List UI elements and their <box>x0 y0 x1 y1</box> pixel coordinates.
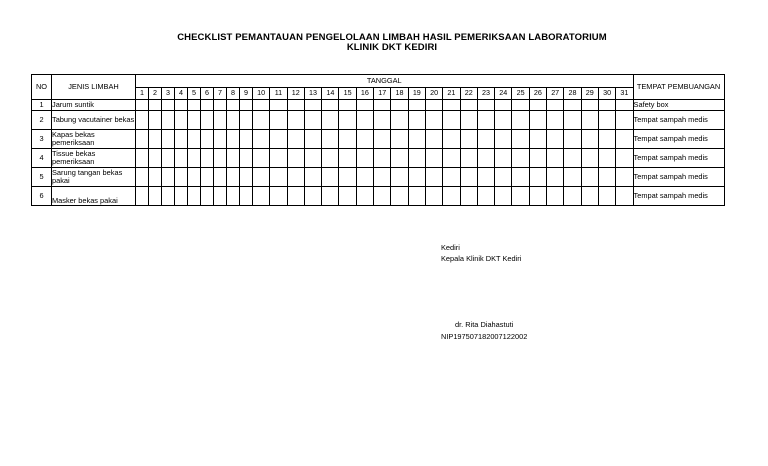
check-cell[interactable] <box>304 168 321 187</box>
check-cell[interactable] <box>304 149 321 168</box>
check-cell[interactable] <box>240 168 253 187</box>
check-cell[interactable] <box>443 111 460 130</box>
day-header: 15 <box>339 88 356 100</box>
check-cell[interactable] <box>253 187 270 206</box>
table-row <box>32 111 725 130</box>
check-cell[interactable] <box>529 111 546 130</box>
header-tempat-pembuangan: TEMPAT PEMBUANGAN <box>633 75 724 100</box>
table-row <box>32 187 725 206</box>
check-cell[interactable] <box>547 168 564 187</box>
check-cell[interactable] <box>339 100 356 111</box>
check-cell[interactable] <box>149 168 162 187</box>
check-cell[interactable] <box>149 149 162 168</box>
disposal-place: Tempat sampah medis <box>633 168 724 187</box>
day-header: 27 <box>547 88 564 100</box>
check-cell[interactable] <box>477 168 494 187</box>
check-cell[interactable] <box>356 168 373 187</box>
check-cell[interactable] <box>581 149 598 168</box>
check-cell[interactable] <box>547 130 564 149</box>
day-header: 2 <box>149 88 162 100</box>
check-cell[interactable] <box>356 149 373 168</box>
day-header: 11 <box>270 88 287 100</box>
check-cell[interactable] <box>339 168 356 187</box>
check-cell[interactable] <box>201 149 214 168</box>
check-cell[interactable] <box>547 187 564 206</box>
check-cell[interactable] <box>616 100 633 111</box>
check-cell[interactable] <box>460 187 477 206</box>
check-cell[interactable] <box>495 100 512 111</box>
row-number: 3 <box>32 130 52 149</box>
check-cell[interactable] <box>495 130 512 149</box>
waste-type: Sarung tangan bekas pakai <box>52 168 136 187</box>
signature-city: Kediri <box>441 243 460 252</box>
check-cell[interactable] <box>460 130 477 149</box>
check-cell[interactable] <box>495 149 512 168</box>
check-cell[interactable] <box>304 130 321 149</box>
day-header: 12 <box>287 88 304 100</box>
check-cell[interactable] <box>227 100 240 111</box>
check-cell[interactable] <box>460 111 477 130</box>
check-cell[interactable] <box>598 187 615 206</box>
table-row <box>32 168 725 187</box>
check-cell[interactable] <box>162 187 175 206</box>
disposal-place: Tempat sampah medis <box>633 149 724 168</box>
check-cell[interactable] <box>598 168 615 187</box>
check-cell[interactable] <box>339 130 356 149</box>
check-cell[interactable] <box>270 187 287 206</box>
check-cell[interactable] <box>253 149 270 168</box>
check-cell[interactable] <box>149 100 162 111</box>
check-cell[interactable] <box>391 168 408 187</box>
check-cell[interactable] <box>304 187 321 206</box>
check-cell[interactable] <box>188 187 201 206</box>
waste-type: Masker bekas pakai <box>52 187 136 206</box>
check-cell[interactable] <box>529 149 546 168</box>
check-cell[interactable] <box>391 149 408 168</box>
check-cell[interactable] <box>581 168 598 187</box>
check-cell[interactable] <box>581 130 598 149</box>
check-cell[interactable] <box>175 168 188 187</box>
check-cell[interactable] <box>529 187 546 206</box>
table-row <box>32 100 725 111</box>
check-cell[interactable] <box>188 168 201 187</box>
check-cell[interactable] <box>512 100 529 111</box>
day-header: 26 <box>529 88 546 100</box>
check-cell[interactable] <box>425 100 442 111</box>
day-header: 5 <box>188 88 201 100</box>
check-cell[interactable] <box>253 100 270 111</box>
check-cell[interactable] <box>460 100 477 111</box>
day-header: 23 <box>477 88 494 100</box>
check-cell[interactable] <box>227 187 240 206</box>
check-cell[interactable] <box>201 100 214 111</box>
check-cell[interactable] <box>162 111 175 130</box>
signature-position: Kepala Klinik DKT Kediri <box>441 254 522 263</box>
check-cell[interactable] <box>616 130 633 149</box>
check-cell[interactable] <box>240 111 253 130</box>
check-cell[interactable] <box>188 130 201 149</box>
check-cell[interactable] <box>136 187 149 206</box>
check-cell[interactable] <box>356 111 373 130</box>
row-number: 5 <box>32 168 52 187</box>
waste-type: Tabung vacutainer bekas <box>52 111 136 130</box>
day-header: 3 <box>162 88 175 100</box>
day-header: 8 <box>227 88 240 100</box>
check-cell[interactable] <box>287 111 304 130</box>
check-cell[interactable] <box>598 149 615 168</box>
check-cell[interactable] <box>214 168 227 187</box>
document-title: CHECKLIST PEMANTAUAN PENGELOLAAN LIMBAH HASIL PEMERIKSAAN LABORATORIUM <box>177 32 607 43</box>
check-cell[interactable] <box>374 187 391 206</box>
check-cell[interactable] <box>443 100 460 111</box>
header-jenis-limbah: JENIS LIMBAH <box>52 75 136 100</box>
check-cell[interactable] <box>322 130 339 149</box>
signature-name: dr. Rita Diahastuti <box>455 320 514 329</box>
check-cell[interactable] <box>162 168 175 187</box>
check-cell[interactable] <box>564 100 581 111</box>
check-cell[interactable] <box>529 130 546 149</box>
check-cell[interactable] <box>374 130 391 149</box>
check-cell[interactable] <box>287 100 304 111</box>
day-header: 21 <box>443 88 460 100</box>
check-cell[interactable] <box>477 149 494 168</box>
check-cell[interactable] <box>391 187 408 206</box>
check-cell[interactable] <box>136 168 149 187</box>
check-cell[interactable] <box>425 111 442 130</box>
check-cell[interactable] <box>149 111 162 130</box>
row-number: 1 <box>32 100 52 111</box>
check-cell[interactable] <box>214 111 227 130</box>
check-cell[interactable] <box>162 100 175 111</box>
check-cell[interactable] <box>477 130 494 149</box>
table-row <box>32 130 725 149</box>
check-cell[interactable] <box>495 111 512 130</box>
check-cell[interactable] <box>512 149 529 168</box>
check-cell[interactable] <box>287 130 304 149</box>
check-cell[interactable] <box>460 149 477 168</box>
check-cell[interactable] <box>227 130 240 149</box>
check-cell[interactable] <box>227 111 240 130</box>
day-header: 25 <box>512 88 529 100</box>
check-cell[interactable] <box>581 187 598 206</box>
check-cell[interactable] <box>201 130 214 149</box>
check-cell[interactable] <box>408 149 425 168</box>
check-cell[interactable] <box>214 100 227 111</box>
check-cell[interactable] <box>408 187 425 206</box>
checklist-table <box>31 74 725 206</box>
check-cell[interactable] <box>287 168 304 187</box>
check-cell[interactable] <box>408 100 425 111</box>
check-cell[interactable] <box>547 149 564 168</box>
check-cell[interactable] <box>175 100 188 111</box>
check-cell[interactable] <box>270 111 287 130</box>
check-cell[interactable] <box>304 100 321 111</box>
check-cell[interactable] <box>564 168 581 187</box>
check-cell[interactable] <box>408 111 425 130</box>
check-cell[interactable] <box>214 149 227 168</box>
waste-type: Tissue bekas pemeriksaan <box>52 149 136 168</box>
check-cell[interactable] <box>495 168 512 187</box>
check-cell[interactable] <box>374 149 391 168</box>
check-cell[interactable] <box>322 100 339 111</box>
day-header: 16 <box>356 88 373 100</box>
check-cell[interactable] <box>322 168 339 187</box>
check-cell[interactable] <box>616 111 633 130</box>
disposal-place: Tempat sampah medis <box>633 187 724 206</box>
check-cell[interactable] <box>598 100 615 111</box>
day-header: 30 <box>598 88 615 100</box>
day-header: 14 <box>322 88 339 100</box>
check-cell[interactable] <box>253 168 270 187</box>
check-cell[interactable] <box>201 187 214 206</box>
check-cell[interactable] <box>443 149 460 168</box>
disposal-place: Safety box <box>633 100 724 111</box>
check-cell[interactable] <box>356 100 373 111</box>
check-cell[interactable] <box>162 149 175 168</box>
check-cell[interactable] <box>477 111 494 130</box>
check-cell[interactable] <box>201 168 214 187</box>
check-cell[interactable] <box>616 149 633 168</box>
check-cell[interactable] <box>374 100 391 111</box>
check-cell[interactable] <box>322 149 339 168</box>
check-cell[interactable] <box>547 111 564 130</box>
day-header: 20 <box>425 88 442 100</box>
check-cell[interactable] <box>188 149 201 168</box>
check-cell[interactable] <box>425 149 442 168</box>
check-cell[interactable] <box>162 130 175 149</box>
check-cell[interactable] <box>408 130 425 149</box>
check-cell[interactable] <box>443 187 460 206</box>
check-cell[interactable] <box>136 149 149 168</box>
check-cell[interactable] <box>581 111 598 130</box>
check-cell[interactable] <box>495 187 512 206</box>
check-cell[interactable] <box>136 100 149 111</box>
document-subtitle: KLINIK DKT KEDIRI <box>346 42 438 53</box>
check-cell[interactable] <box>512 111 529 130</box>
check-cell[interactable] <box>339 149 356 168</box>
check-cell[interactable] <box>529 168 546 187</box>
header-tanggal: TANGGAL <box>136 75 634 88</box>
check-cell[interactable] <box>425 187 442 206</box>
check-cell[interactable] <box>214 187 227 206</box>
disposal-place: Tempat sampah medis <box>633 111 724 130</box>
day-header: 24 <box>495 88 512 100</box>
row-number: 4 <box>32 149 52 168</box>
check-cell[interactable] <box>227 168 240 187</box>
check-cell[interactable] <box>287 149 304 168</box>
check-cell[interactable] <box>227 149 240 168</box>
check-cell[interactable] <box>253 111 270 130</box>
check-cell[interactable] <box>425 168 442 187</box>
check-cell[interactable] <box>408 168 425 187</box>
check-cell[interactable] <box>564 130 581 149</box>
check-cell[interactable] <box>304 111 321 130</box>
check-cell[interactable] <box>240 100 253 111</box>
check-cell[interactable] <box>443 130 460 149</box>
check-cell[interactable] <box>477 187 494 206</box>
check-cell[interactable] <box>339 187 356 206</box>
check-cell[interactable] <box>188 100 201 111</box>
day-header: 19 <box>408 88 425 100</box>
day-header: 7 <box>214 88 227 100</box>
check-cell[interactable] <box>175 111 188 130</box>
day-header: 28 <box>564 88 581 100</box>
check-cell[interactable] <box>188 111 201 130</box>
row-number: 2 <box>32 111 52 130</box>
day-header: 31 <box>616 88 633 100</box>
day-header: 17 <box>374 88 391 100</box>
day-header: 10 <box>253 88 270 100</box>
check-cell[interactable] <box>339 111 356 130</box>
check-cell[interactable] <box>270 168 287 187</box>
check-cell[interactable] <box>598 130 615 149</box>
check-cell[interactable] <box>175 187 188 206</box>
check-cell[interactable] <box>564 111 581 130</box>
check-cell[interactable] <box>616 187 633 206</box>
check-cell[interactable] <box>356 187 373 206</box>
check-cell[interactable] <box>512 187 529 206</box>
day-header: 22 <box>460 88 477 100</box>
waste-type: Kapas bekas pemeriksaan <box>52 130 136 149</box>
check-cell[interactable] <box>136 130 149 149</box>
check-cell[interactable] <box>564 149 581 168</box>
check-cell[interactable] <box>240 149 253 168</box>
day-header: 18 <box>391 88 408 100</box>
check-cell[interactable] <box>443 168 460 187</box>
check-cell[interactable] <box>322 111 339 130</box>
check-cell[interactable] <box>529 100 546 111</box>
day-header: 6 <box>201 88 214 100</box>
check-cell[interactable] <box>201 111 214 130</box>
check-cell[interactable] <box>149 187 162 206</box>
check-cell[interactable] <box>175 130 188 149</box>
check-cell[interactable] <box>322 187 339 206</box>
day-header: 13 <box>304 88 321 100</box>
check-cell[interactable] <box>374 168 391 187</box>
check-cell[interactable] <box>356 130 373 149</box>
row-number: 6 <box>32 187 52 206</box>
check-cell[interactable] <box>149 130 162 149</box>
day-header: 29 <box>581 88 598 100</box>
day-header: 1 <box>136 88 149 100</box>
check-cell[interactable] <box>253 130 270 149</box>
check-cell[interactable] <box>270 100 287 111</box>
check-cell[interactable] <box>547 100 564 111</box>
check-cell[interactable] <box>512 168 529 187</box>
check-cell[interactable] <box>512 130 529 149</box>
check-cell[interactable] <box>616 168 633 187</box>
disposal-place: Tempat sampah medis <box>633 130 724 149</box>
check-cell[interactable] <box>240 187 253 206</box>
day-header: 4 <box>175 88 188 100</box>
check-cell[interactable] <box>175 149 188 168</box>
check-cell[interactable] <box>270 130 287 149</box>
check-cell[interactable] <box>287 187 304 206</box>
day-header: 9 <box>240 88 253 100</box>
check-cell[interactable] <box>270 149 287 168</box>
check-cell[interactable] <box>598 111 615 130</box>
check-cell[interactable] <box>581 100 598 111</box>
waste-type: Jarum suntik <box>52 100 136 111</box>
check-cell[interactable] <box>391 111 408 130</box>
header-no: NO <box>32 75 52 100</box>
check-cell[interactable] <box>374 111 391 130</box>
check-cell[interactable] <box>240 130 253 149</box>
check-cell[interactable] <box>214 130 227 149</box>
check-cell[interactable] <box>391 130 408 149</box>
check-cell[interactable] <box>460 168 477 187</box>
check-cell[interactable] <box>425 130 442 149</box>
check-cell[interactable] <box>391 100 408 111</box>
check-cell[interactable] <box>477 100 494 111</box>
check-cell[interactable] <box>564 187 581 206</box>
check-cell[interactable] <box>136 111 149 130</box>
table-row <box>32 149 725 168</box>
signature-nip: NIP197507182007122002 <box>441 332 528 341</box>
